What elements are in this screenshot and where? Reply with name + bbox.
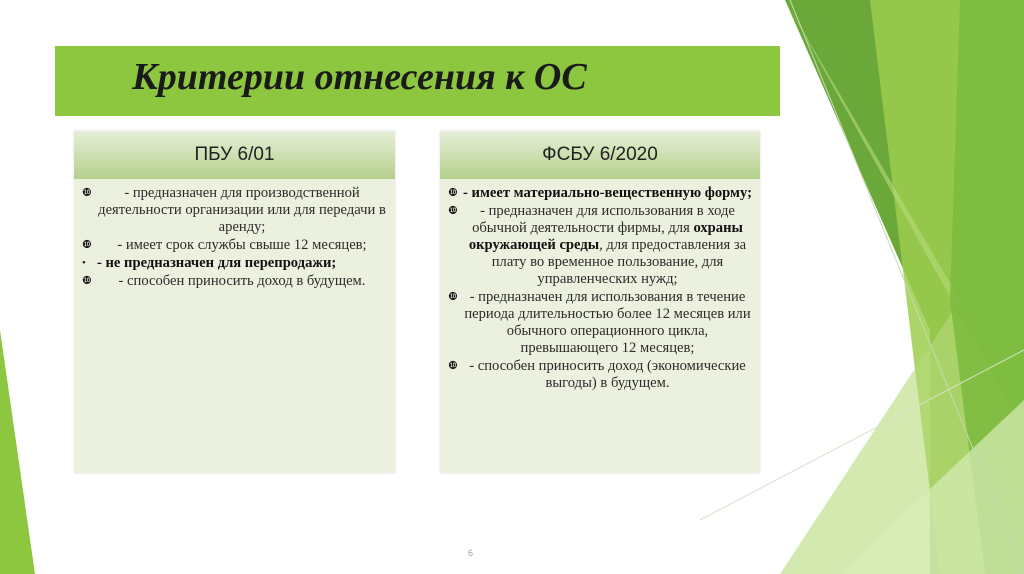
bullet-icon: ❿ — [448, 360, 458, 372]
pbu-card — [74, 131, 395, 473]
list-item-text: - предназначен для производственной деятельности организации или для передачи в аренду; — [98, 185, 386, 235]
list-item-text: - предназначен для использования в течение периода длительностью более 12 месяцев или обычного операционного цикла, превышающего 12 месяцев; — [464, 289, 751, 356]
list-item-text: - имеет материально-вещественную форму; — [463, 185, 752, 201]
pbu-card-body — [74, 179, 395, 290]
list-item-text: - способен приносить доход в будущем. — [118, 273, 366, 289]
list-item — [448, 289, 752, 357]
bullet-icon: ❿ — [448, 187, 458, 199]
text-part: - предназначен для использования в ходе обычной деятельности фирмы, для — [472, 203, 735, 236]
left-green-shape — [0, 330, 35, 574]
fsbu-card-body — [440, 179, 760, 392]
list-item — [448, 185, 752, 202]
fsbu-card — [440, 131, 760, 473]
bullet-icon: ❿ — [82, 239, 92, 251]
list-item-text: - не предназначен для перепродажи; — [97, 255, 337, 271]
bullet-icon: ❿ — [82, 275, 92, 287]
pbu-card-header: ПБУ 6/01 — [74, 131, 395, 179]
list-item-text: - имеет срок службы свыше 12 месяцев; — [117, 237, 367, 253]
list-item — [82, 185, 387, 236]
list-item-text — [463, 203, 752, 288]
text-part: , для предоставления за плату во временное пользование, для управленческих нужд; — [491, 237, 747, 287]
page-number: 6 — [468, 548, 474, 558]
bullet-icon: • — [82, 257, 86, 269]
slide-title: Критерии отнесения к ОС — [132, 56, 587, 98]
bullet-icon: ❿ — [448, 291, 458, 303]
list-item — [82, 255, 387, 272]
list-item — [448, 358, 752, 392]
text-part-bold: охраны окружающей среды — [468, 220, 743, 253]
bullet-icon: ❿ — [82, 187, 92, 199]
list-item — [448, 203, 752, 288]
list-item — [82, 273, 387, 290]
fsbu-card-header: ФСБУ 6/2020 — [440, 131, 760, 179]
list-item — [82, 237, 387, 254]
list-item-text: - способен приносить доход (экономические выгоды) в будущем. — [469, 358, 746, 391]
bullet-icon: ❿ — [448, 205, 458, 217]
